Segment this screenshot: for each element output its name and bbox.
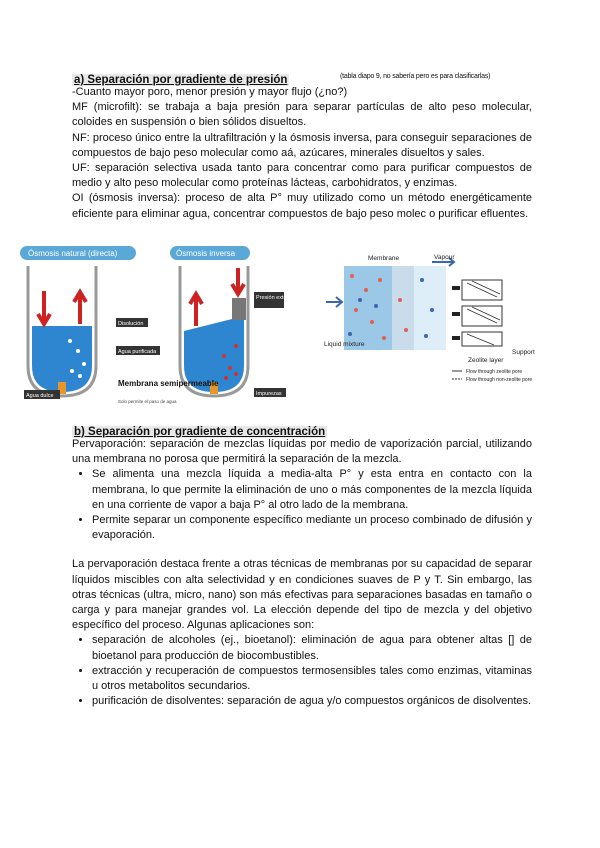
label-liquid-mixture: Liquid mixture <box>324 341 365 348</box>
section-a-line: OI (ósmosis inversa): proceso de alta P° muy utilizado como un método energéticamente eficiente para eliminar agua, concentrar compuestos de bajo peso molec o purificar efluentes. <box>72 192 532 220</box>
section-b <box>72 422 532 709</box>
section-a-note: (tabla diapo 9, no sabería pero es para clasificarlas) <box>340 73 491 80</box>
label-membrana-sub: Solo permite el paso de agua <box>118 399 177 404</box>
list-item: • Se alimenta una mezcla líquida a media-alta P° y esta entra en contacto con la membrana, lo que permite la eliminación de uno o más componentes de la mezcla líquida en una corriente de vapor a baja P° al otro lado de la membrana. <box>92 467 532 513</box>
label-membrane: Membrane <box>368 255 400 262</box>
section-a <box>72 70 532 222</box>
section-b-bullets <box>72 467 532 543</box>
arrow-down-icon <box>38 291 50 324</box>
section-b-intro: Pervaporación: separación de mezclas líquidas por medio de vaporización parcial, utilizando una membrana no porosa que permitirá la separación de la mezcla. <box>72 438 532 466</box>
pervaporation-diagram <box>322 250 552 395</box>
section-b-heading: b) Separación por gradiente de concentración <box>74 426 326 438</box>
label-vapour: Vapour <box>434 254 455 261</box>
label-membrana: Membrana semipermeable <box>118 379 219 388</box>
arrow-up-icon <box>74 292 86 324</box>
vapour-region <box>414 266 446 350</box>
membrane-region <box>392 266 414 350</box>
piston <box>232 298 246 320</box>
list-item: • Permite separar un componente específico mediante un proceso combinado de difusión y evaporación. <box>92 513 532 543</box>
list-item: • purificación de disolventes: separación de agua y/o compuestos orgánicos de disolventes. <box>92 694 532 709</box>
label-agua-dulce: Agua dulce <box>26 393 54 399</box>
label-agua-purificada: Agua purificada <box>118 349 157 355</box>
label-presion: Presión externa <box>256 295 295 301</box>
list-item: • separación de alcoholes (ej., bioetanol): eliminación de agua para obtener altas [] de bioetanol para producción de biocombustibles. <box>92 633 532 663</box>
section-b-applications <box>72 633 532 709</box>
section-b-paragraph: La pervaporación destaca frente a otras técnicas de membranas por su capacidad de separar líquidos miscibles con alta selectividad y en condiciones suaves de P y T. Sin embargo, las otras técnicas (ultra, micro, nano) son más efectivas para separaciones basadas en tamaño o carga y para manejar grandes vol. La elección depende del tipo de mezcla y del objetivo específico del proceso. Algunas aplicaciones son: <box>72 558 532 632</box>
osmosis-diagram <box>20 246 300 406</box>
osmosis-natural-title: Ósmosis natural (directa) <box>28 249 118 258</box>
list-item: • extracción y recuperación de compuestos termosensibles tales como enzimas, vitaminas u otros metabolitos secundarios. <box>92 664 532 694</box>
arrow-right-icon <box>326 297 342 307</box>
label-zeolite: Zeolite layer <box>468 357 504 364</box>
osmosis-figure <box>20 246 300 406</box>
label-support: Support <box>512 349 535 356</box>
section-a-line: UF: separación selectiva usada tanto para concentrar como para purificar compuestos de medio y alto peso molecular como proteínas lácteas, carbohidratos, y enzimas. <box>72 162 532 190</box>
section-a-heading: a) Separación por gradiente de presión <box>74 74 288 86</box>
label-disolucion: Disolución <box>118 321 144 327</box>
osmosis-inversa-title: Ósmosis inversa <box>176 249 236 258</box>
legend-1: Flow through zeolite pore <box>466 369 523 375</box>
pervaporation-figure <box>322 250 552 395</box>
arrow-up-icon <box>190 294 202 326</box>
legend-2: Flow through non-zeolite pore <box>466 377 533 383</box>
arrow-down-icon <box>232 268 244 294</box>
label-impurezas: Impurezas <box>256 391 282 397</box>
section-a-line: NF: proceso único entre la ultrafiltración y la ósmosis inversa, para conseguir separaciones de compuestos de bajo peso molecular como aá, azúcares, minerales disueltos y sales. <box>72 131 532 159</box>
section-a-line: -Cuanto mayor poro, menor presión y mayor flujo (¿no?) <box>72 86 348 98</box>
section-a-line: MF (microfilt): se trabaja a baja presión para separar partículas de alto peso molecular, coloides en suspensión o bien sólidos disueltos. <box>72 101 532 129</box>
